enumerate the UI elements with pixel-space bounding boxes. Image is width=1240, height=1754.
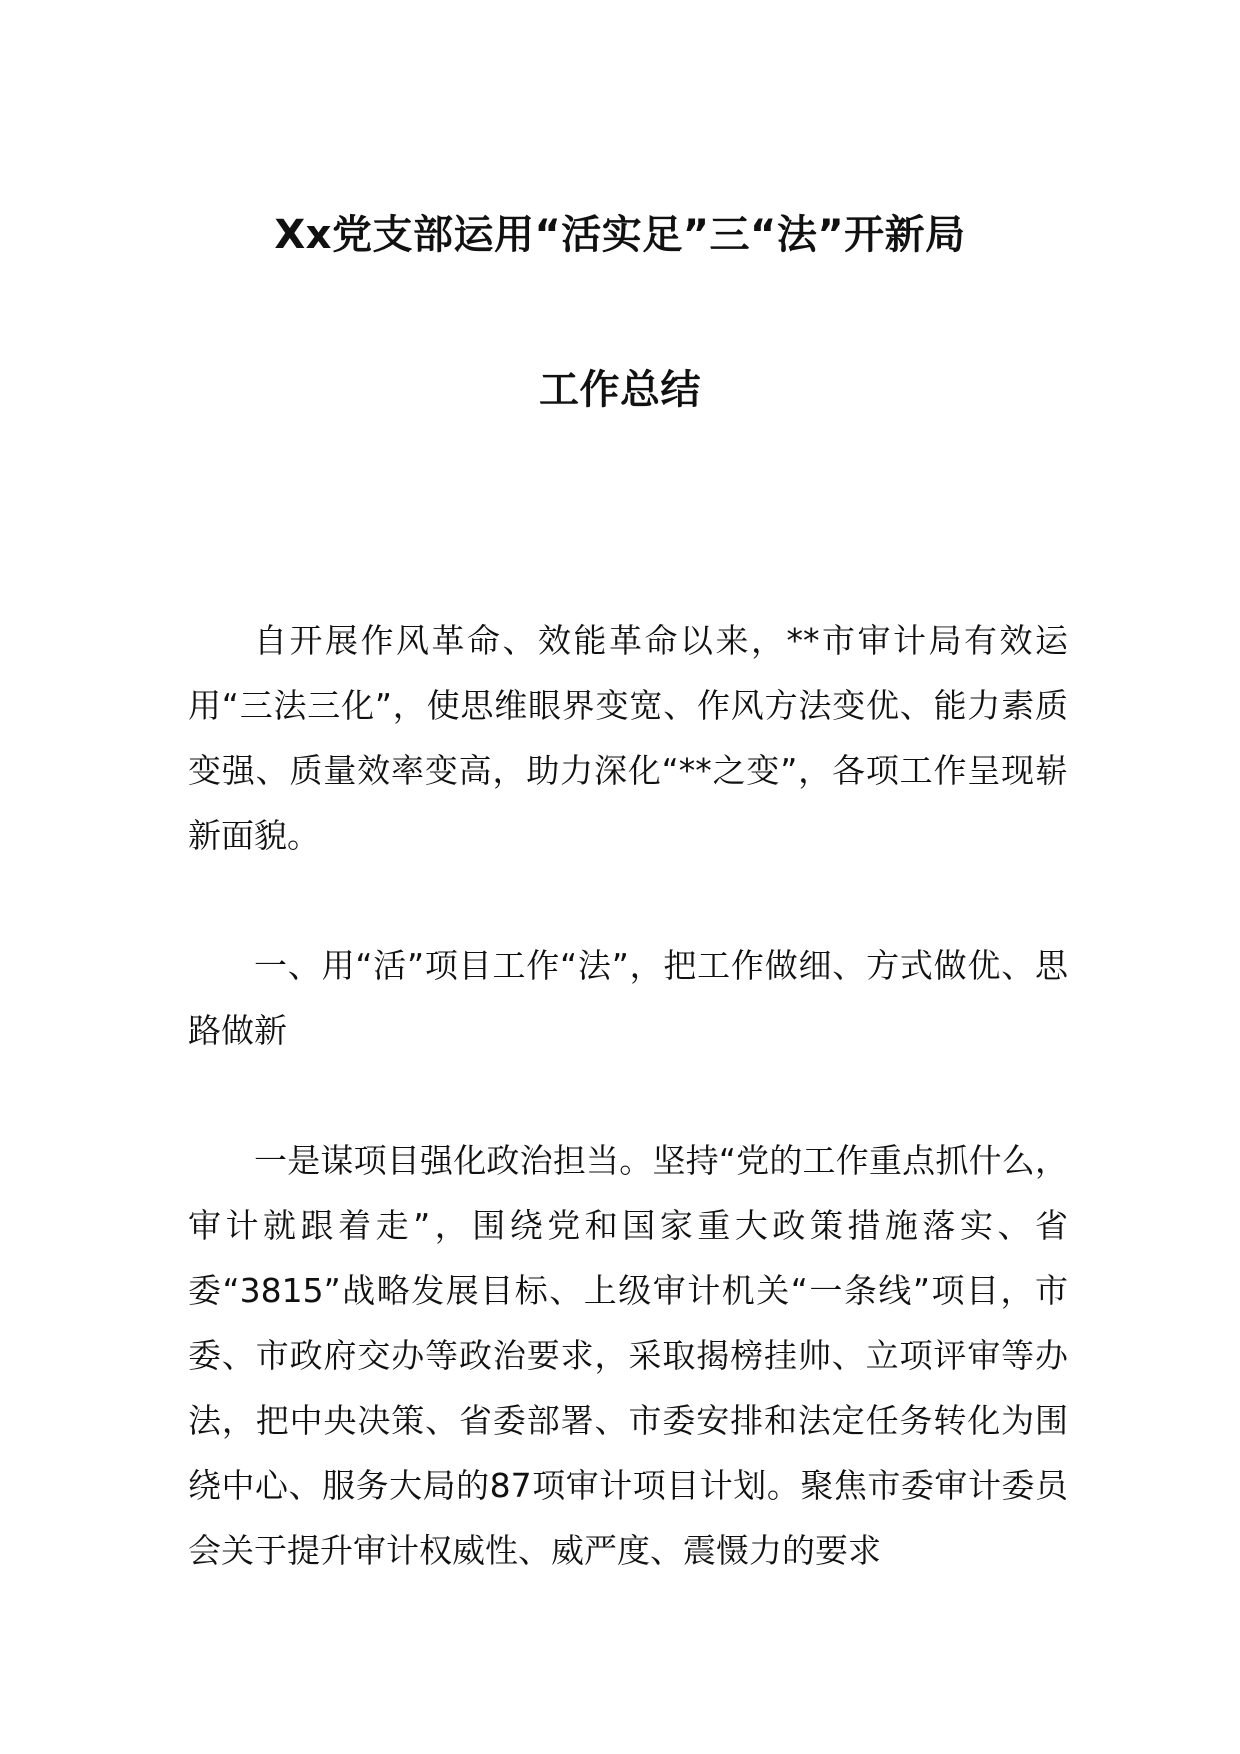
document-title-line-2: 工作总结 <box>539 367 701 413</box>
document-body <box>188 608 1068 1583</box>
section-heading-1: 一、用“活”项目工作“法”，把工作做细、方式做优、思路做新 <box>188 946 1068 1050</box>
paragraph-item-1: 一是谋项目强化政治担当。坚持“党的工作重点抓什么，审计就跟着走”，围绕党和国家重大政策措施落实、省委“3815”战略发展目标、上级审计机关“一条线”项目，市委、市政府交办等政治要求，采取揭榜挂帅、立项评审等办法，把中央决策、省委部署、市委安排和法定任务转化为围绕中心、服务大局的87项审计项目计划。聚焦市委审计委员会关于提升审计权威性、威严度、震慑力的要求 <box>188 1141 1068 1570</box>
paragraph-gap <box>188 868 1068 933</box>
document-title-line-1: Xx党支部运用“活实足”三“法”开新局 <box>274 212 966 258</box>
paragraph-intro: 自开展作风革命、效能革命以来，**市审计局有效运用“三法三化”，使思维眼界变宽、作风方法变优、能力素质变强、质量效率变高，助力深化“**之变”，各项工作呈现崭新面貌。 <box>188 621 1068 855</box>
paragraph-gap <box>188 1063 1068 1128</box>
